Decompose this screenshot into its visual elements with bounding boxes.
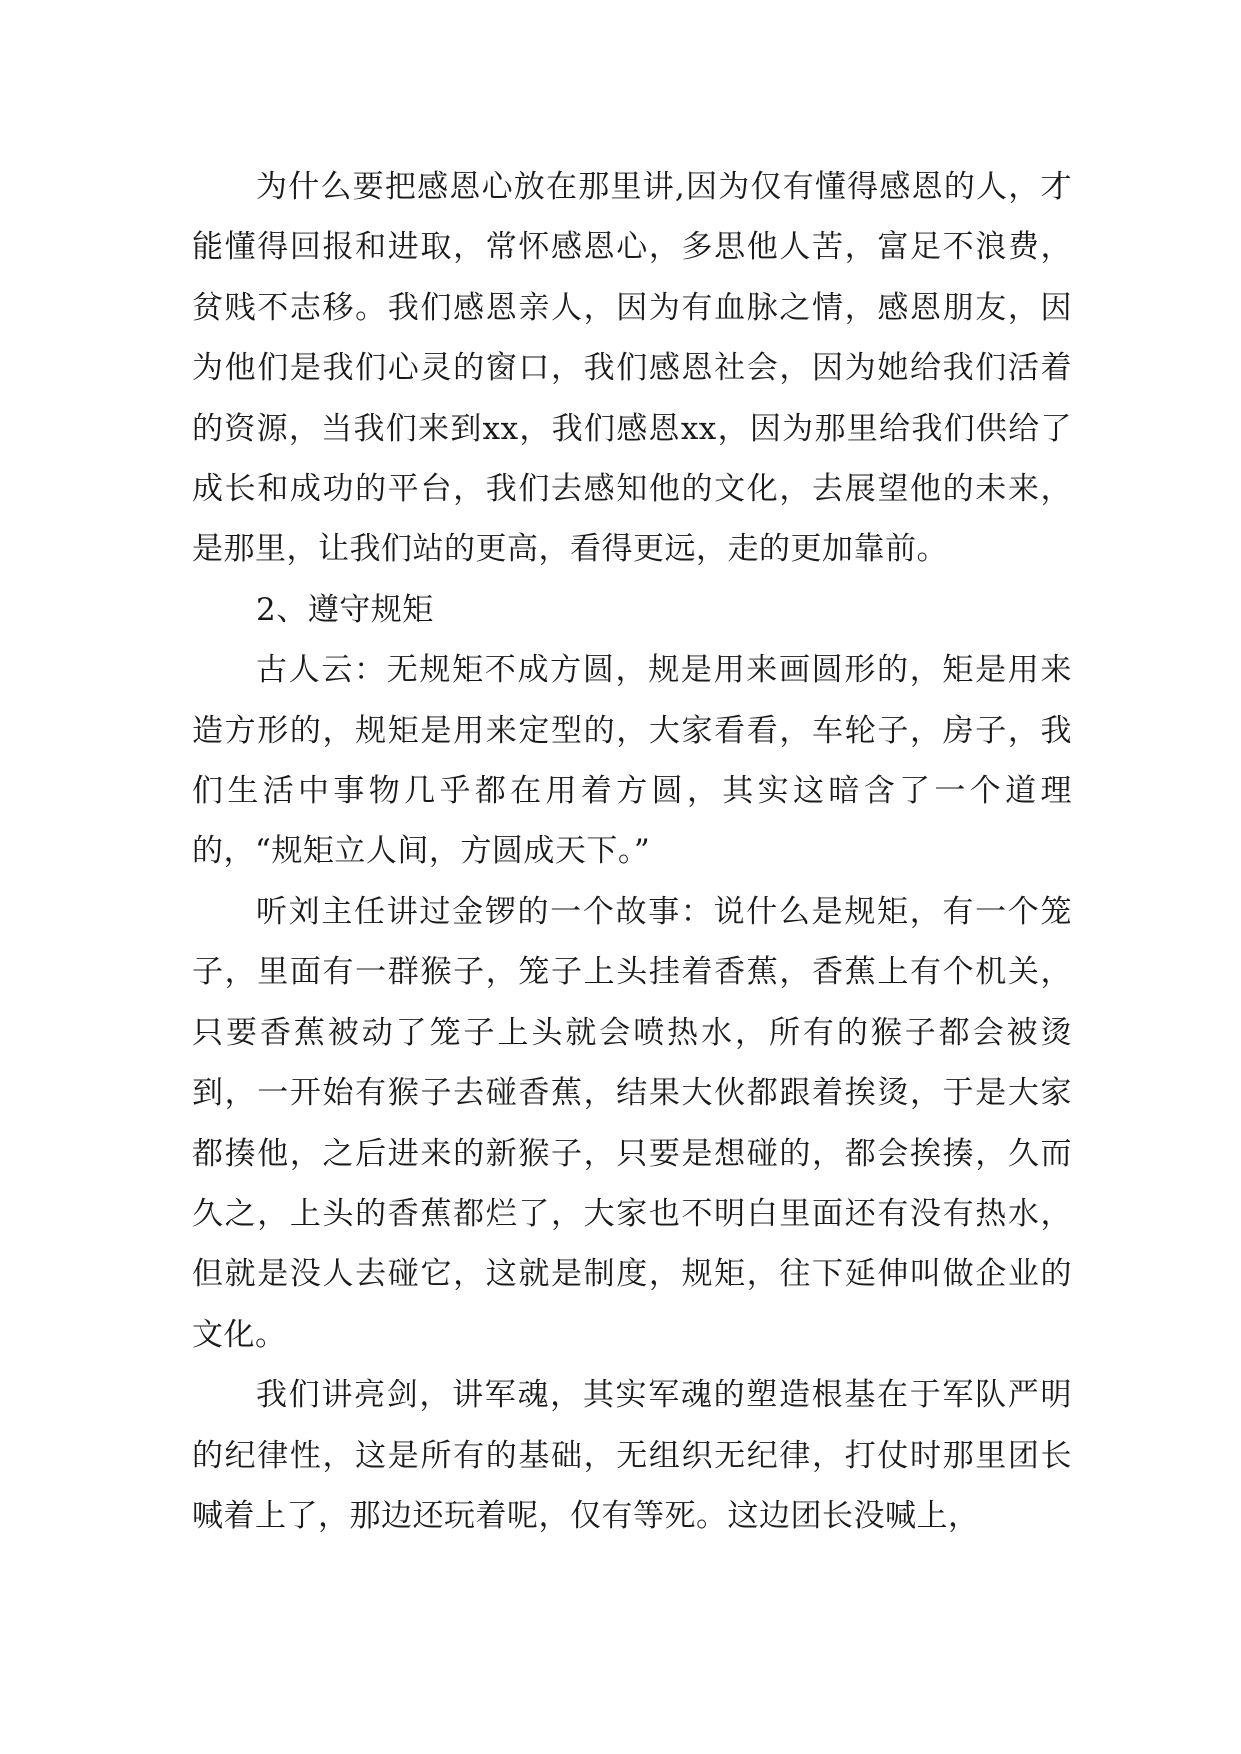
paragraph-monkey-story: 听刘主任讲过金锣的一个故事：说什么是规矩，有一个笼子，里面有一群猴子，笼子上头挂着香蕉，香蕉上有个机关，只要香蕉被动了笼子上头就会喷热水，所有的猴子都会被烫到，一开始有猴子去碰香蕉，结果大伙都跟着挨烫，于是大家都揍他，之后进来的新猴子，只要是想碰的，都会挨揍，久而久之，上头的香蕉都烂了，大家也不明白里面还有没有热水，但就是没人去碰它，这就是制度，规矩，往下延伸叫做企业的文化。 <box>192 893 1072 1353</box>
paragraph-ancient-saying: 古人云：无规矩不成方圆，规是用来画圆形的，矩是用来造方形的，规矩是用来定型的，大家看看，车轮子，房子，我们生活中事物几乎都在用着方圆，其实这暗含了一个道理的，“规矩立人间，方圆成天下。” <box>192 652 1072 870</box>
paragraph-military-discipline: 我们讲亮剑，讲军魂，其实军魂的塑造根基在于军队严明的纪律性，这是所有的基础，无组织无纪律，打仗时那里团长喊着上了，那边还玩着呢，仅有等死。这边团长没喊上， <box>192 1377 1072 1534</box>
paragraph-gratitude: 为什么要把感恩心放在那里讲,因为仅有懂得感恩的人，才能懂得回报和进取，常怀感恩心，多思他人苦，富足不浪费，贫贱不志移。我们感恩亲人，因为有血脉之情，感恩朋友，因为他们是我们心灵的窗口，我们感恩社会，因为她给我们活着的资源，当我们来到xx，我们感恩xx，因为那里给我们供给了成长和成功的平台，我们去感知他的文化，去展望他的未来，是那里，让我们站的更高，看得更远，走的更加靠前。 <box>192 169 1072 568</box>
section-heading-rules: 2、遵守规矩 <box>256 591 434 628</box>
document-body <box>192 157 1072 1546</box>
